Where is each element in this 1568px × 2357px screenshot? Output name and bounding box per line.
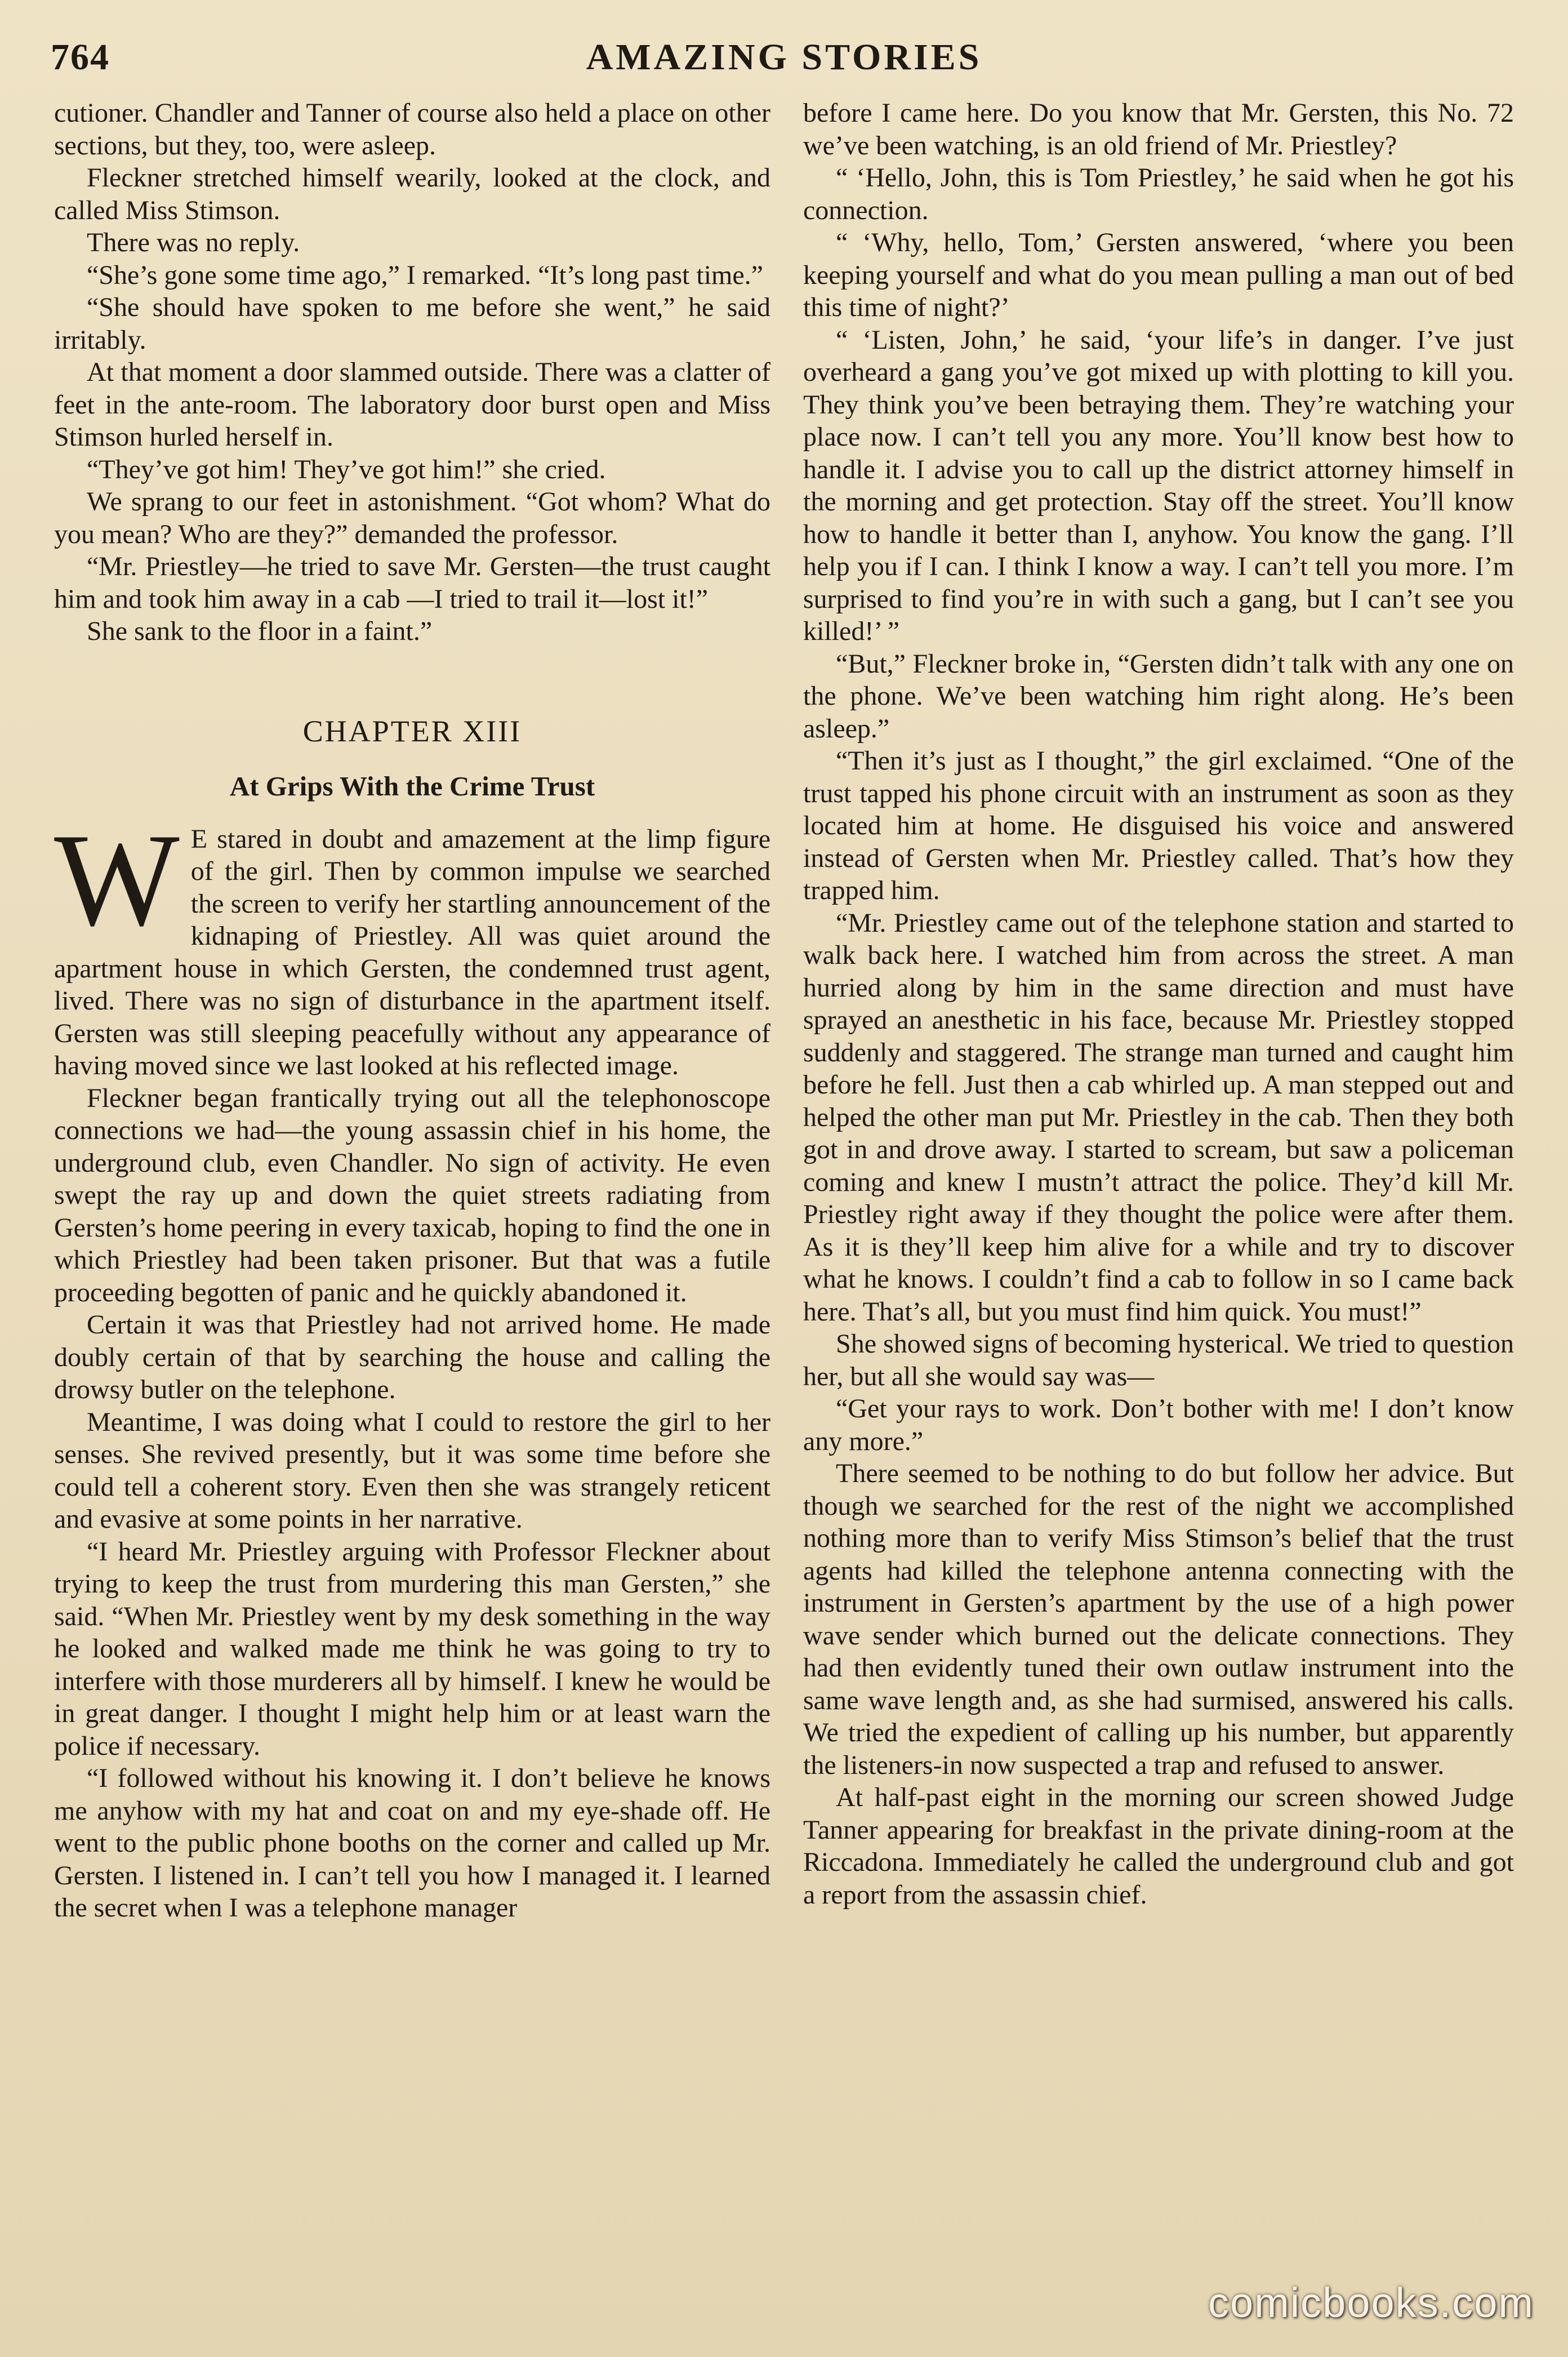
magazine-title: AMAZING STORIES (586, 37, 982, 78)
left-column (54, 97, 770, 1924)
paragraph: cutioner. Chandler and Tanner of course also held a place on other sections, but they, too, were asleep. (54, 98, 770, 161)
paragraph: “Mr. Priestley—he tried to save Mr. Gersten—the trust caught him and took him away in a cab —I tried to trail it—lost it!” (54, 552, 770, 614)
right-column (803, 97, 1514, 1911)
paragraph: “ ‘Hello, John, this is Tom Priestley,’ he said when he got his connection. (803, 163, 1514, 225)
page-header (51, 36, 1517, 87)
paragraph: “Get your rays to work. Don’t bother with me! I don’t know any more.” (803, 1394, 1514, 1456)
paragraph: “They’ve got him! They’ve got him!” she cried. (87, 454, 606, 484)
paragraph: There was no reply. (87, 228, 300, 257)
paragraph: “I heard Mr. Priestley arguing with Professor Fleckner about trying to keep the trust from murdering this man Gersten,” she said. “When Mr. Priestley went by my desk something in the way he looked and walked made me think he was going to try to interfere with those murderers all by himself. I knew he would be in great danger. I thought I might help him or at least warn the police if necessary. (54, 1536, 770, 1761)
paragraph: “She’s gone some time ago,” I remarked. “It’s long past time.” (87, 260, 763, 290)
paragraph: Fleckner began frantically trying out all the telephonoscope connections we had—the young assassin chief in his home, the underground club, even Chandler. No sign of activity. He even swept the ray up and down the quiet streets radiating from Gersten’s home peering in every taxicab, hoping to find the one in which Priestley had been taken prisoner. But that was a futile proceeding begotten of panic and he quickly abandoned it. (54, 1083, 770, 1308)
paragraph: There seemed to be nothing to do but follow her advice. But though we searched for the rest of the night we accomplished nothing more than to verify Miss Stimson’s belief that the trust agents had killed the telephone antenna connecting with the instrument in Gersten’s apartment by the use of a high power wave sender which burned out the delicate connections. They had then evidently tuned their own outlaw instrument into the same wave length and, as she had surmised, answered his calls. We tried the expedient of calling up his number, but apparently the listeners-in now suspected a trap and refused to answer. (803, 1458, 1514, 1780)
paragraph: before I came here. Do you know that Mr. Gersten, this No. 72 we’ve been watching, is an old friend of Mr. Priestley? (803, 98, 1514, 161)
paragraph: Fleckner stretched himself wearily, looked at the clock, and called Miss Stimson. (54, 163, 770, 225)
paragraph: She showed signs of becoming hysterical. We tried to question her, but all she would say was— (803, 1329, 1514, 1391)
paragraph: Meantime, I was doing what I could to restore the girl to her senses. She revived presently, but it was some time before she could tell a coherent story. Even then she was strangely reticent and evasive at some points in her narrative. (54, 1407, 770, 1534)
opening-paragraph-text: E stared in doubt and amazement at the limp figure of the girl. Then by common impulse we searched the screen to verify her startling announcement of the kidnaping of Priestley. All was quiet around the apartment house in which Gersten, the condemned trust agent, lived. There was no sign of disturbance in the apartment itself. Gersten was still sleeping peacefully without any appearance of having moved since we last looked at his reflected image. (54, 824, 770, 1080)
paragraph: “She should have spoken to me before she went,” he said irritably. (54, 292, 770, 355)
paragraph: “ ‘Listen, John,’ he said, ‘your life’s in danger. I’ve just overheard a gang you’ve got mixed up with plotting to kill you. They think you’ve been betraying them. They’re watching your place now. I can’t tell you any more. You’ll know best how to handle it. I advise you to call up the district attorney himself in the morning and get protection. Stay off the street. You’ll know how to handle it better than I, anyhow. You know the gang. I’ll help you if I can. I think I know a way. I can’t tell you more. I’m surprised to find you’re in with such a gang, but I can’t see you killed!’ ” (803, 324, 1514, 646)
chapter-subtitle: At Grips With the Crime Trust (229, 771, 595, 802)
watermark: comicbooks.com (1208, 2279, 1534, 2326)
paragraph: At that moment a door slammed outside. There was a clatter of feet in the ante-room. The laboratory door burst open and Miss Stimson hurled herself in. (54, 357, 770, 452)
paragraph: “But,” Fleckner broke in, “Gersten didn’t talk with any one on the phone. We’ve been watching him right along. He’s been asleep.” (803, 648, 1514, 744)
drop-cap: W (54, 806, 180, 954)
paragraph: “Mr. Priestley came out of the telephone station and started to walk back here. I watched him from across the street. A man hurried along by him in the same direction and must have sprayed an anesthetic in his face, because Mr. Priestley stopped suddenly and staggered. The strange man turned and caught him before he fell. Just then a cab whirled up. A man stepped out and helped the other man put Mr. Priestley in the cab. Then they both got in and drove away. I started to scream, but saw a policeman coming and knew I mustn’t attract the police. They’d kill Mr. Priestley right away if they thought the police were after them. As it is they’ll keep him alive for a while and try to discover what he knows. I couldn’t find a cab to follow in so I came back here. That’s all, but you must find him quick. You must!” (803, 908, 1514, 1327)
paragraph: We sprang to our feet in astonishment. “Got whom? What do you mean? Who are they?” demanded the professor. (54, 487, 770, 549)
paragraph: “ ‘Why, hello, Tom,’ Gersten answered, ‘where you been keeping yourself and what do you mean pulling a man out of bed this time of night?’ (803, 228, 1514, 322)
paragraph: “I followed without his knowing it. I don’t believe he knows me anyhow with my hat and coat on and my eye-shade off. He went to the public phone booths on the corner and called up Mr. Gersten. I listened in. I can’t tell you how I managed it. I learned the secret when I was a telephone manager (54, 1763, 770, 1923)
paragraph: “Then it’s just as I thought,” the girl exclaimed. “One of the trust tapped his phone circuit with an instrument as soon as they located him at home. He disguised his voice and answered instead of Gersten when Mr. Priestley called. That’s how they trapped him. (803, 746, 1514, 905)
chapter-opening-paragraph (54, 806, 770, 1082)
paragraph: She sank to the floor in a faint.” (87, 616, 433, 646)
paragraph: At half-past eight in the morning our screen showed Judge Tanner appearing for breakfast in the private dining-room at the Riccadona. Immediately he called the underground club and got a report from the assassin chief. (803, 1782, 1514, 1910)
paragraph: Certain it was that Priestley had not arrived home. He made doubly certain of that by searching the house and calling the drowsy butler on the telephone. (54, 1310, 770, 1404)
page-number: 764 (51, 37, 110, 78)
chapter-title: CHAPTER XIII (302, 714, 522, 748)
